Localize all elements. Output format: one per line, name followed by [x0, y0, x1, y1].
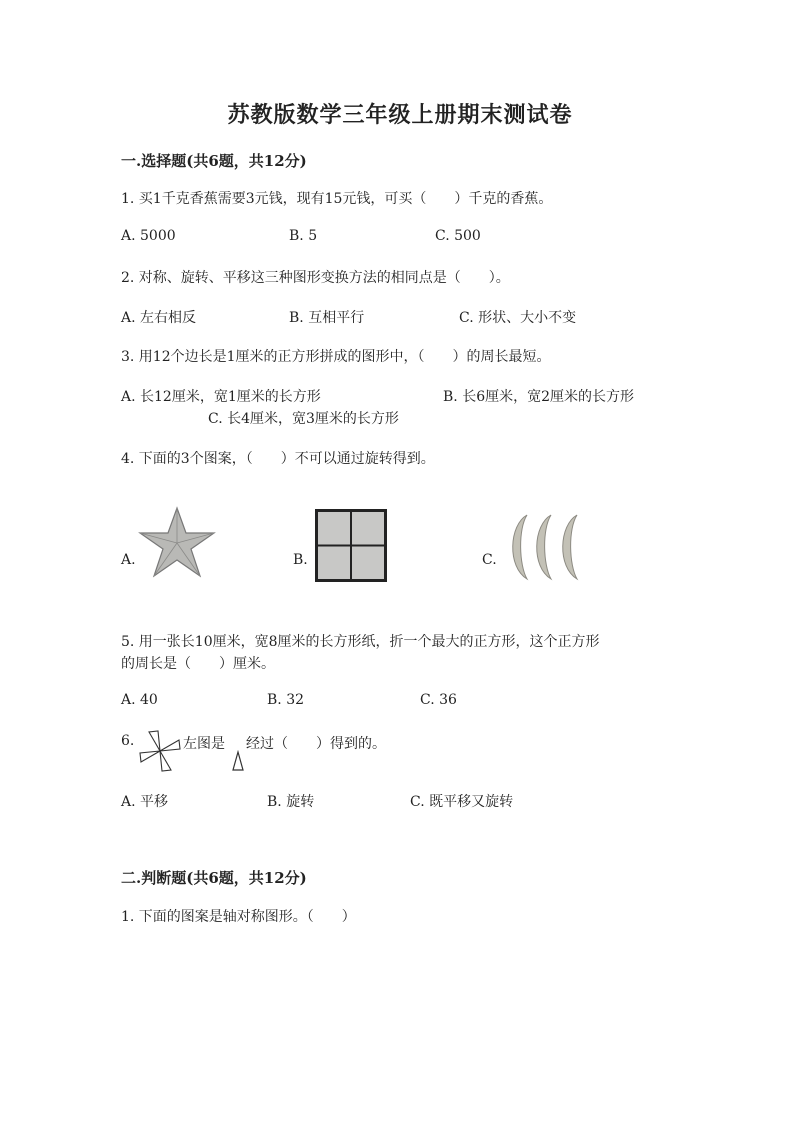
q2-option-a: A. 左右相反: [121, 310, 197, 326]
question-5-line1: 5. 用一张长10厘米，宽8厘米的长方形纸，折一个最大的正方形，这个正方形: [121, 634, 600, 650]
q4-option-c: C.: [482, 552, 497, 568]
q4-option-a: A.: [121, 552, 136, 568]
question-6-text-2: 经过（ ）得到的。: [246, 736, 386, 752]
q6-option-c: C. 既平移又旋转: [410, 794, 514, 810]
q2-option-b: B. 互相平行: [289, 310, 365, 326]
section-heading-judgement: 二.判断题(共6题，共12分): [121, 869, 307, 887]
q5-option-b: B. 32: [267, 692, 305, 708]
q1-option-c: C. 500: [435, 228, 481, 244]
question-1: 1. 买1千克香蕉需要3元钱，现有15元钱，可买（ ）千克的香蕉。: [121, 191, 553, 207]
q5-option-a: A. 40: [121, 692, 158, 708]
section-heading-choice: 一.选择题(共6题，共12分): [121, 152, 307, 170]
star-figure-icon: [138, 505, 216, 579]
q4-option-b: B.: [293, 552, 308, 568]
q1-option-b: B. 5: [289, 228, 318, 244]
q3-option-b: B. 长6厘米，宽2厘米的长方形: [443, 389, 635, 405]
crescent-moons-figure-icon: [505, 513, 585, 581]
page-title: 苏教版数学三年级上册期末测试卷: [227, 102, 573, 128]
q3-option-a: A. 长12厘米，宽1厘米的长方形: [121, 389, 321, 405]
q3-option-c: C. 长4厘米，宽3厘米的长方形: [208, 411, 399, 427]
question-6-text-1: 左图是: [183, 736, 225, 752]
question-5-line2: 的周长是（ ）厘米。: [121, 656, 275, 672]
q5-option-c: C. 36: [420, 692, 457, 708]
pinwheel-figure-icon: [137, 728, 183, 774]
judgement-question-1: 1. 下面的图案是轴对称图形。（ ）: [121, 909, 356, 925]
triangle-figure-icon: [230, 750, 246, 772]
question-4: 4. 下面的3个图案，（ ）不可以通过旋转得到。: [121, 451, 435, 467]
question-2: 2. 对称、旋转、平移这三种图形变换方法的相同点是（ ）。: [121, 270, 510, 286]
q6-option-b: B. 旋转: [267, 794, 315, 810]
four-squares-figure-icon: [315, 509, 387, 582]
q2-option-c: C. 形状、大小不变: [459, 310, 577, 326]
question-6-number: 6.: [121, 733, 135, 749]
q6-option-a: A. 平移: [121, 794, 169, 810]
question-3: 3. 用12个边长是1厘米的正方形拼成的图形中，（ ）的周长最短。: [121, 349, 551, 365]
q1-option-a: A. 5000: [121, 228, 176, 244]
